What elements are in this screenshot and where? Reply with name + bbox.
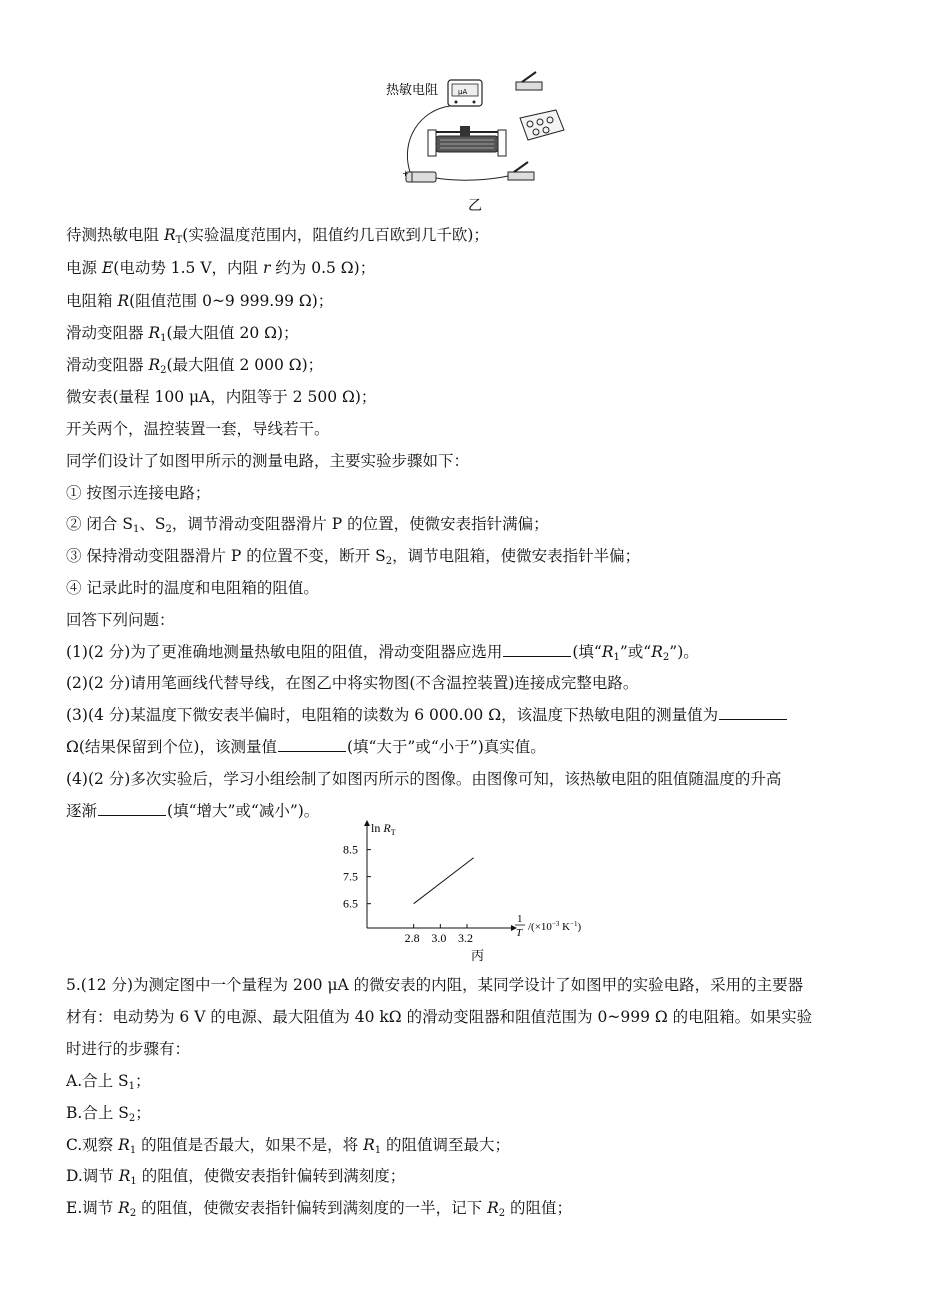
text-line-5: 滑动变阻器 $R_2$(最大阻值 2 000 Ω)； bbox=[66, 356, 324, 376]
rheostat-icon bbox=[428, 126, 506, 156]
step-b: B.合上 $S_2$； bbox=[66, 1104, 151, 1124]
text-line-3: 电阻箱 R(阻值范围 0~9 999.99 Ω)； bbox=[66, 292, 334, 310]
answer-blank[interactable] bbox=[503, 642, 571, 657]
question-1: (1)(2 分)为了更准确地测量热敏电阻的阻值，滑动变阻器应选用 (填“$R_1$”或“$R_2$”)。 bbox=[66, 643, 699, 663]
text-line-6: 微安表(量程 100 μA，内阻等于 2 500 Ω)； bbox=[66, 388, 377, 406]
step-e: E.调节 $R_2$ 的阻值，使微安表指针偏转到满刻度的一半，记下 $R_2$ 的阻值； bbox=[66, 1199, 573, 1219]
chart-y-tick-label: 8.5 bbox=[343, 842, 358, 857]
text-line-2: 电源 E(电动势 1.5 V，内阻 r 约为 0.5 Ω)； bbox=[66, 259, 376, 277]
chart-bing bbox=[335, 818, 615, 970]
thermistor-label: 热敏电阻 bbox=[386, 83, 439, 98]
question-4-cont: 逐渐 (填“增大”或“减小”)。 bbox=[66, 802, 320, 820]
step-a: A.合上 $S_1$； bbox=[66, 1072, 151, 1092]
text-line-13: 回答下列问题： bbox=[66, 611, 175, 629]
problem-5-line-3: 时进行的步骤有： bbox=[66, 1040, 191, 1058]
chart-series-line bbox=[414, 858, 474, 904]
svg-text:1: 1 bbox=[517, 913, 523, 925]
chart-x-tick-label: 2.8 bbox=[404, 931, 420, 945]
question-3-cont: Ω(结果保留到个位)，该测量值 (填“大于”或“小于”)真实值。 bbox=[66, 738, 546, 756]
chart-y-tick-label: 6.5 bbox=[343, 896, 358, 911]
step-c: C.观察 $R_1$ 的阻值是否最大，如果不是，将 $R_1$ 的阻值调至最大； bbox=[66, 1136, 511, 1156]
question-4: (4)(2 分)多次实验后，学习小组绘制了如图丙所示的图像。由图像可知，该热敏电阻的阻值随温度的升高 bbox=[66, 770, 782, 788]
battery-icon bbox=[402, 169, 436, 182]
text-line-7: 开关两个，温控装置一套，导线若干。 bbox=[66, 420, 330, 438]
problem-5-line-2: 材有：电动势为 6 V 的电源、最大阻值为 40 kΩ 的滑动变阻器和阻值范围为 0~999 Ω 的电阻箱。如果实验 bbox=[66, 1008, 813, 1026]
switch-bottom-icon bbox=[508, 162, 534, 180]
chart-x-tick-label: 3.2 bbox=[458, 931, 473, 945]
chart-y-axis-arrow bbox=[364, 820, 370, 826]
text-line-10: ② 闭合 $S_1$、$S_2$，调节滑动变阻器滑片 P 的位置，使微安表指针满偏； bbox=[66, 515, 549, 535]
answer-blank[interactable] bbox=[719, 705, 787, 720]
figure-yi-apparatus bbox=[380, 70, 570, 215]
microammeter-icon bbox=[448, 80, 482, 106]
text-line-11: ③ 保持滑动变阻器滑片 P 的位置不变，断开 $S_2$，调节电阻箱，使微安表指针半偏； bbox=[66, 547, 641, 567]
figure-yi-caption: 乙 bbox=[468, 198, 482, 214]
svg-text:/(×10−3 K−1): $/(\times 10^{-3}$ $K^{-1}$) bbox=[528, 920, 582, 933]
chart-caption: 丙 bbox=[471, 949, 485, 964]
svg-text:μA: μA bbox=[458, 88, 468, 96]
svg-text:T: T bbox=[516, 927, 523, 939]
text-line-9: ① 按图示连接电路； bbox=[66, 484, 211, 502]
question-3: (3)(4 分)某温度下微安表半偏时，电阻箱的读数为 6 000.00 Ω，该温度下热敏电阻的测量值为 bbox=[66, 705, 788, 725]
svg-text:+: + bbox=[402, 169, 409, 178]
question-2: (2)(2 分)请用笔画线代替导线，在图乙中将实物图(不含温控装置)连接成完整电路。 bbox=[66, 674, 639, 692]
text-line-12: ④ 记录此时的温度和电阻箱的阻值。 bbox=[66, 579, 319, 597]
answer-blank[interactable] bbox=[278, 737, 346, 752]
text-line-4: 滑动变阻器 $R_1$(最大阻值 20 Ω)； bbox=[66, 324, 299, 344]
problem-5-line-1: 5.(12 分)为测定图中一个量程为 200 μA 的微安表的内阻，某同学设计了如图甲的实验电路，采用的主要器 bbox=[66, 976, 804, 994]
text-line-8: 同学们设计了如图甲所示的测量电路，主要实验步骤如下： bbox=[66, 452, 470, 470]
switch-icon bbox=[516, 72, 542, 90]
resistance-box-icon bbox=[520, 110, 564, 140]
chart-x-label bbox=[515, 913, 582, 939]
chart-x-tick-label: 3.0 bbox=[431, 931, 447, 945]
step-d: D.调节 $R_1$ 的阻值，使微安表指针偏转到满刻度； bbox=[66, 1167, 406, 1187]
text-line-1: 待测热敏电阻 $R_T$(实验温度范围内，阻值约几百欧到几千欧)； bbox=[66, 226, 489, 246]
answer-blank[interactable] bbox=[98, 801, 166, 816]
chart-y-label: $\ln R_T$ bbox=[371, 821, 396, 837]
chart-y-tick-label: 7.5 bbox=[343, 869, 358, 884]
